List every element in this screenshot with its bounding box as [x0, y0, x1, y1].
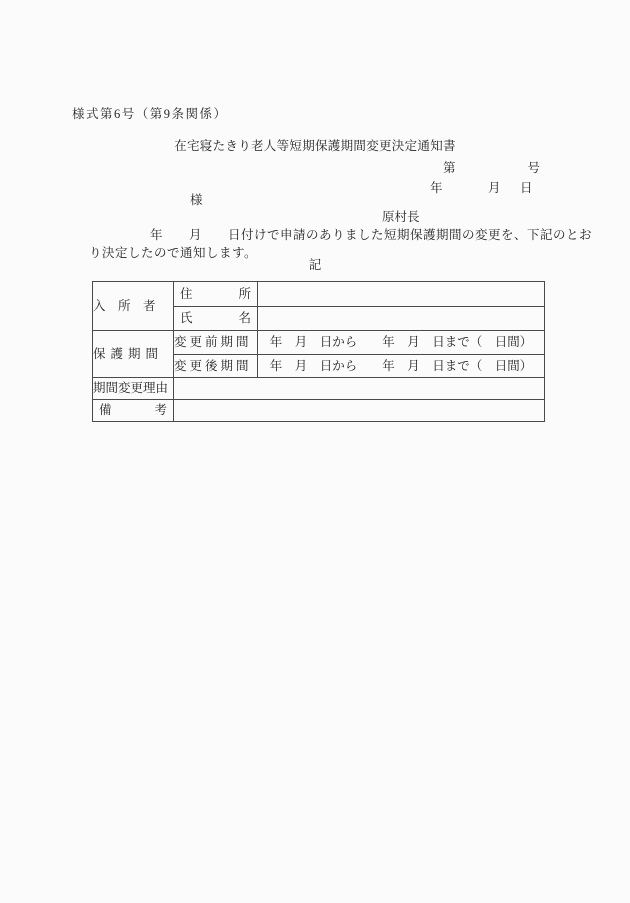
document-number-prefix: 第: [443, 161, 456, 175]
name-label-cell: [174, 307, 258, 331]
name-label-right: 名: [238, 311, 251, 326]
remarks-label-left: 備: [99, 403, 112, 418]
document-title: 在宅寝たきり老人等短期保護期間変更決定通知書: [174, 139, 456, 153]
body-text-line-2: り決定したので通知します。: [89, 246, 258, 260]
remarks-value-cell: [174, 400, 545, 422]
remarks-label-cell: [93, 400, 174, 422]
body-text-line-1: 年 月 日付けで申請のありました短期保護期間の変更を、下記のとお: [150, 228, 593, 242]
remarks-label-right: 考: [154, 403, 167, 418]
name-label-left: 氏: [180, 311, 193, 326]
issue-date-line: [430, 181, 532, 196]
period-before-value: 年 月 日から 年 月 日まで（ 日間）: [258, 331, 545, 355]
issue-date-day-label: 日: [520, 181, 533, 195]
table-row-period-before: [93, 331, 545, 355]
period-before-label: 変更前期間: [174, 331, 258, 355]
sender-name: 原村長: [382, 210, 420, 224]
recipient-honorific: 様: [190, 193, 203, 207]
address-label-left: 住: [180, 286, 193, 301]
document-number-line: [443, 161, 540, 175]
resident-group-label: 入所者: [93, 282, 174, 331]
address-label-right: 所: [238, 286, 251, 301]
period-after-label: 変更後期間: [174, 355, 258, 378]
document-number-suffix: 号: [527, 161, 540, 175]
details-table: [92, 281, 545, 422]
table-row-remarks: [93, 400, 545, 422]
record-marker: 記: [308, 258, 322, 272]
period-after-value: 年 月 日から 年 月 日まで（ 日間）: [258, 355, 545, 378]
form-number-label: 様式第6号（第9条関係）: [72, 107, 228, 121]
reason-label: 期間変更理由: [93, 378, 174, 400]
issue-date-year-label: 年: [430, 181, 443, 195]
issue-date-month-label: 月: [488, 181, 501, 195]
reason-value-cell: [174, 378, 545, 400]
table-row-reason: [93, 378, 545, 400]
name-value-cell: [258, 307, 545, 331]
table-row-address: [93, 282, 545, 307]
address-label-cell: [174, 282, 258, 307]
address-value-cell: [258, 282, 545, 307]
period-group-label: 保護期間: [93, 331, 174, 378]
